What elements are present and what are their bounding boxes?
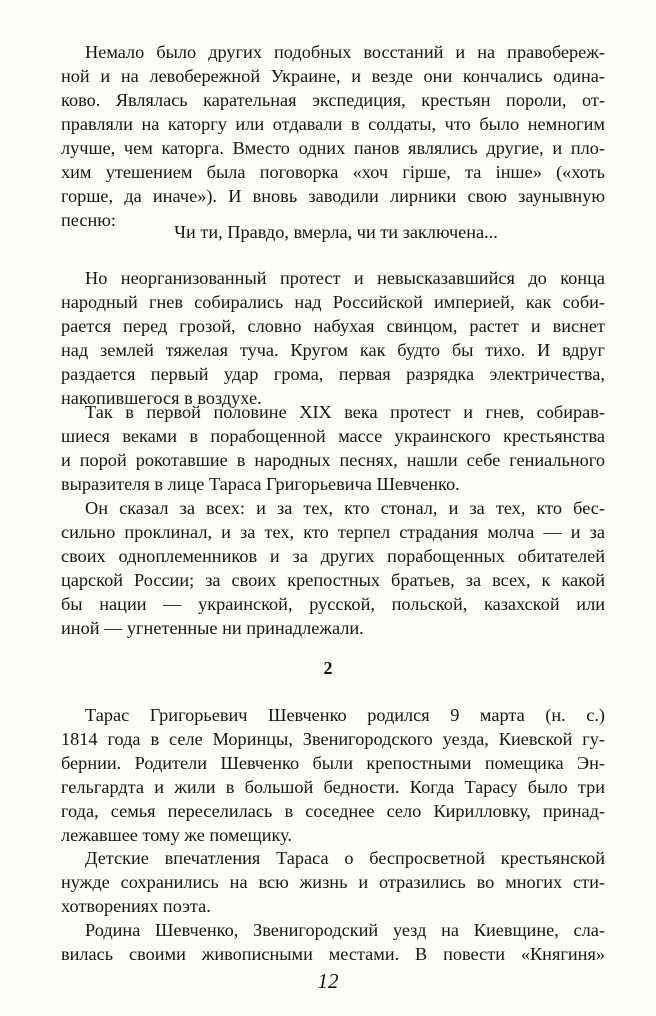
text-line: хотворениях поэта. (61, 896, 211, 916)
verse-quote: Чи ти, Правдо, вмерла, чи ти заключена... (174, 222, 498, 242)
text-line: горше, да иначе»). И вновь заводили лирники свою заунывную (61, 186, 605, 206)
text-line: раздается первый удар грома, первая разрядка электричества, (61, 364, 605, 384)
section-number: 2 (323, 658, 333, 678)
text-line: ной и на левобережной Украине, и везде они кончались одина- (61, 66, 605, 86)
text-line: шиеся веками в порабощенной массе украинского крестьянства (61, 426, 605, 446)
text-line: хим утешением была поговорка «хоч гірше, та інше» («хоть (61, 162, 605, 182)
text-line: лучше, чем каторга. Вместо одних панов являлись другие, и пло- (61, 138, 605, 158)
page-number: 12 (317, 969, 339, 993)
text-line: вилась своими живописными местами. В повести «Княгиня» (61, 944, 605, 964)
text-line: выразителя в лице Тараса Григорьевича Шевченко. (61, 474, 460, 494)
text-line: царской России; за своих крепостных братьев, за всех, к какой (61, 570, 605, 590)
text-line: Детские впечатления Тараса о беспросветной крестьянской (85, 848, 605, 868)
text-line: Родина Шевченко, Звенигородский уезд на Киевщине, сла- (85, 920, 605, 940)
text-line: и порой рокотавшие в народных песнях, нашли себе гениального (61, 450, 605, 470)
text-line: Немало было других подобных восстаний и на правобереж- (85, 42, 605, 62)
text-line: сильно проклинал, и за тех, кто терпел страдания молча — и за (61, 522, 605, 542)
text-line: 1814 года в селе Моринцы, Звенигородского уезда, Киевской гу- (61, 729, 605, 749)
text-line: Так в первой половине XIX века протест и гнев, собирав- (85, 402, 605, 422)
text-line: лежавшее тому же помещику. (61, 825, 293, 845)
text-line: рается перед грозой, словно набухая свинцом, растет и виснет (61, 316, 605, 336)
text-line: бы нации — украинской, русской, польской, казахской или (61, 594, 605, 614)
text-line: Тарас Григорьевич Шевченко родился 9 марта (н. с.) (85, 705, 605, 725)
text-line: народный гнев собирались над Российской империей, как соби- (61, 292, 605, 312)
text-line: нужде сохранились на всю жизнь и отразились во многих сти- (61, 872, 605, 892)
text-line: песню: (61, 210, 116, 230)
text-line: иной — угнетенные ни принадлежали. (61, 618, 364, 638)
text-line: гельгардта и жили в большой бедности. Когда Тарасу было три (61, 777, 605, 797)
text-line: своих одноплеменников и за других порабощенных обитателей (61, 546, 605, 566)
text-line: Но неорганизованный протест и невысказавшийся до конца (85, 268, 605, 288)
text-line: накопившегося в воздухе. (61, 388, 262, 408)
text-line: ково. Являлась карательная экспедиция, крестьян пороли, от- (61, 90, 605, 110)
text-line: правляли на каторгу или отдавали в солдаты, что было немногим (61, 114, 605, 134)
text-line: года, семья переселилась в соседнее село Кирилловку, принад- (61, 801, 605, 821)
text-line: над землей тяжелая туча. Кругом как будто бы тихо. И вдруг (61, 340, 605, 360)
text-line: бернии. Родители Шевченко были крепостными помещика Эн- (61, 753, 605, 773)
text-line: Он сказал за всех: и за тех, кто стонал, и за тех, кто бес- (85, 498, 605, 518)
